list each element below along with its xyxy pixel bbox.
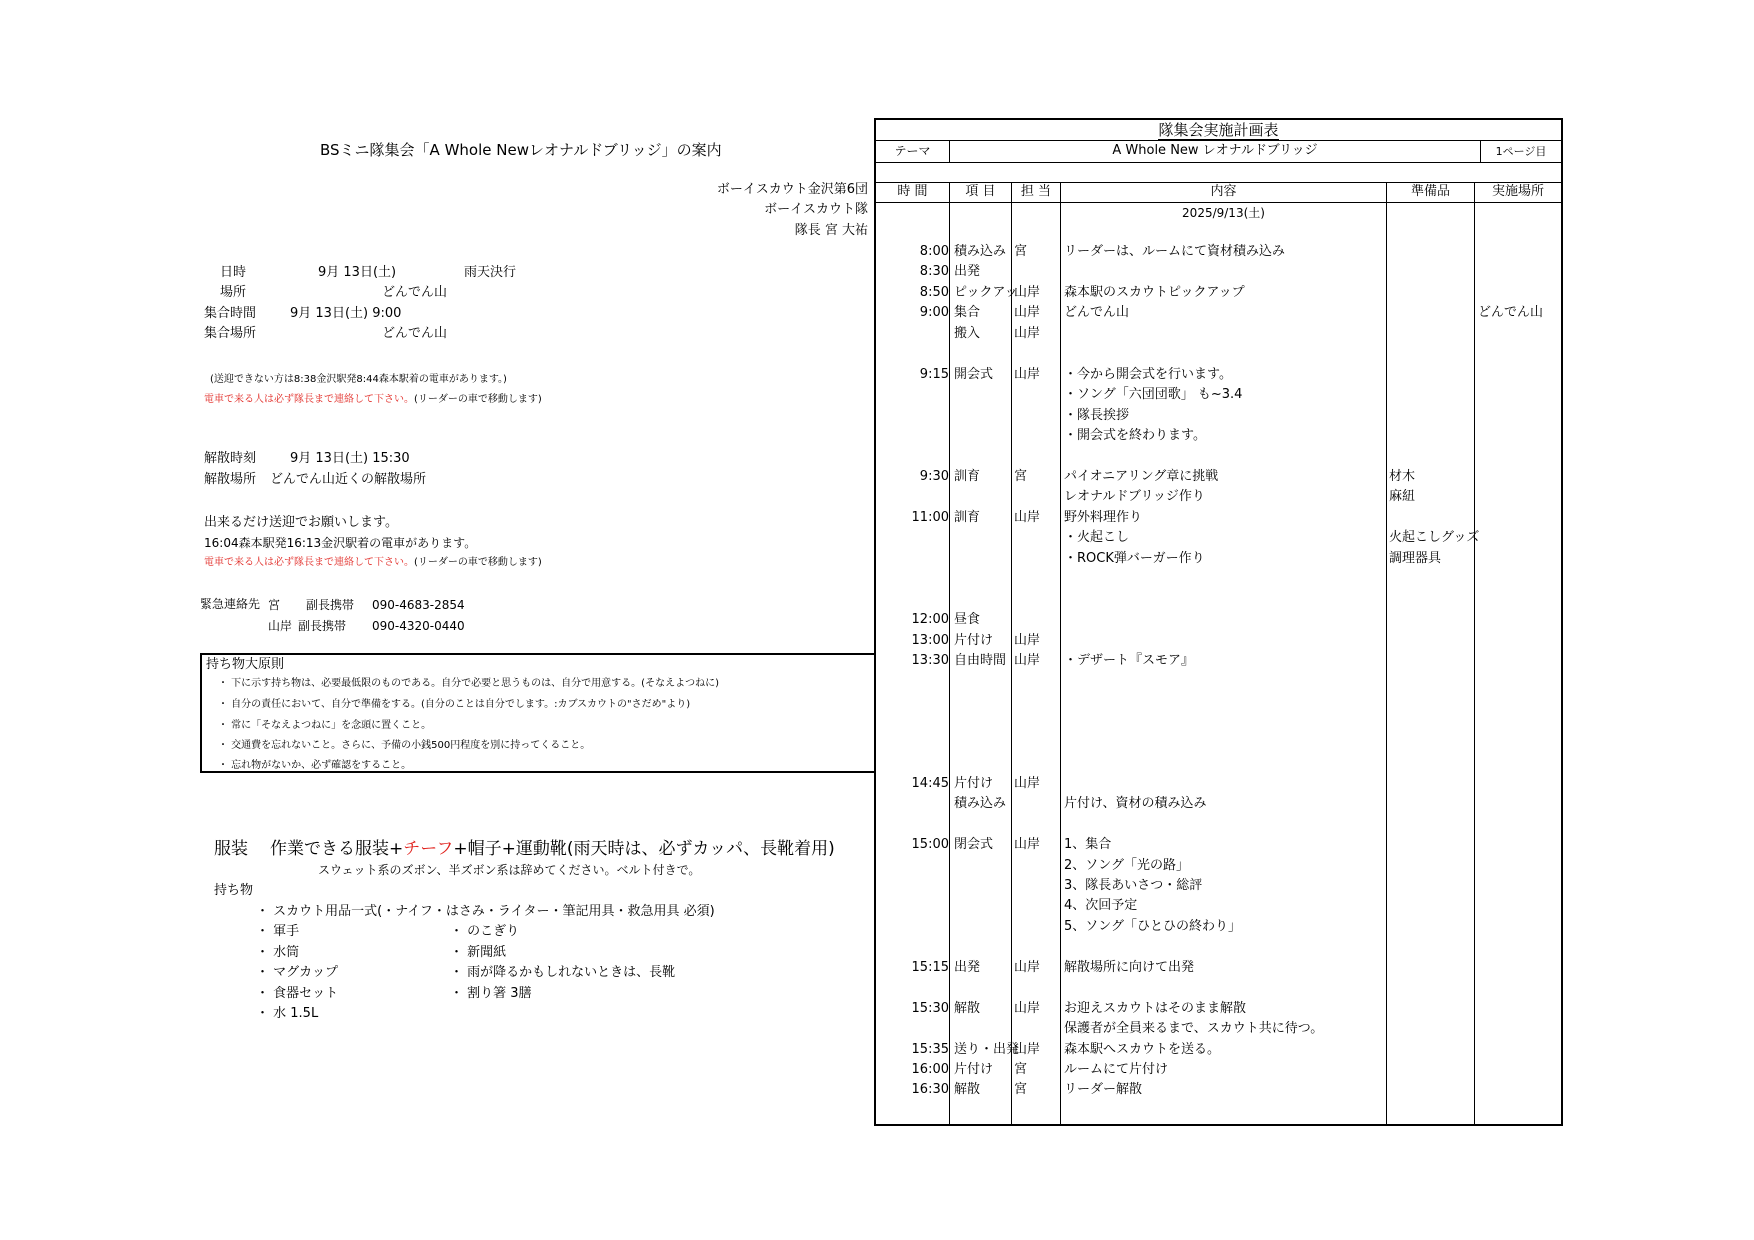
row-content: 2、ソング「光の路」 [1064, 857, 1190, 873]
plan-title-text: 隊集会実施計画表 [1158, 121, 1279, 139]
date-value: 9月 13日(土) [318, 265, 397, 280]
row-time: 15:00 [911, 837, 949, 853]
notice-title: BSミニ隊集会「A Whole Newレオナルドブリッジ」の案内 [320, 141, 722, 159]
meet-place-label: 集合場所 [204, 326, 257, 341]
supply-col-divider [1474, 182, 1475, 1124]
row-staff: 山岸 [1014, 366, 1041, 382]
row-content: ・今から開会式を行います。 [1064, 366, 1232, 382]
page-number: 1ページ目 [1495, 145, 1547, 158]
row-content: ルームにて片付け [1064, 1062, 1169, 1077]
row-time: 13:30 [911, 653, 949, 668]
row-content: お迎えスカウトはそのまま解散 [1064, 1000, 1247, 1016]
row-content: 森本駅のスカウトピックアップ [1064, 284, 1245, 300]
title-divider [876, 140, 1561, 141]
rule-item: ・ 下に示す持ち物は、必要最低限のものである。自分で必要と思うものは、自分で用意する。(そなえよつねに) [218, 678, 719, 689]
row-item: 片付け [954, 1062, 994, 1077]
item-left: ・ 食器セット [256, 986, 339, 1001]
row-content: パイオニアリング章に挑戦 [1064, 468, 1219, 484]
header-content: 内容 [1210, 184, 1237, 199]
emergency-role-1: 副長携帯 [306, 598, 355, 612]
emergency-phone-2: 090-4320-0440 [372, 619, 465, 633]
item-left: ・ 軍手 [256, 924, 300, 939]
row-supplies: 調理器具 [1389, 550, 1442, 566]
row-time: 9:30 [919, 468, 949, 484]
row-time: 9:15 [919, 366, 949, 382]
theme-divider [876, 162, 1561, 163]
row-item: 積み込み [954, 796, 1007, 812]
row-time: 9:00 [919, 305, 949, 321]
item-left: ・ 水筒 [256, 945, 300, 960]
row-content: 野外料理作り [1064, 509, 1143, 525]
place-label: 場所 [220, 285, 247, 300]
row-staff: 宮 [1014, 244, 1028, 259]
row-item: 訓育 [954, 468, 981, 484]
row-staff: 宮 [1014, 468, 1028, 484]
content-col-divider [1386, 182, 1387, 1124]
theme-value: A Whole New レオナルドブリッジ [1112, 143, 1318, 158]
row-item: 片付け [954, 775, 994, 791]
row-item: 開会式 [954, 366, 994, 382]
row-time: 15:30 [911, 1000, 949, 1016]
return-warning-suffix: (リーダーの車で移動します) [414, 557, 542, 568]
row-staff: 山岸 [1014, 632, 1041, 648]
header-supplies: 準備品 [1410, 184, 1450, 199]
row-staff: 山岸 [1014, 775, 1041, 791]
row-staff: 宮 [1014, 1062, 1028, 1077]
row-item: 積み込み [954, 244, 1007, 259]
row-time: 16:00 [911, 1062, 949, 1077]
row-staff: 山岸 [1014, 1000, 1041, 1016]
row-item: 搬入 [954, 325, 981, 341]
row-content: ・ソング「六団団歌」 も~3.4 [1064, 387, 1243, 403]
row-time: 12:00 [911, 612, 949, 628]
meet-time-value: 9月 13日(土) 9:00 [290, 306, 402, 321]
header-time: 時 間 [897, 184, 928, 199]
rule-item: ・ 忘れ物がないか、必ず確認をすること。 [218, 760, 412, 771]
item-right: ・ 新聞紙 [450, 945, 507, 960]
items-label: 持ち物 [214, 883, 254, 898]
meet-time-label: 集合時間 [204, 306, 257, 321]
row-content: ・隊長挨拶 [1064, 407, 1130, 423]
row-item: 送り・出発 [954, 1041, 1020, 1057]
row-content: ・ROCK弾バーガー作り [1064, 550, 1205, 566]
row-content: 片付け、資材の積み込み [1064, 796, 1207, 812]
row-place: どんでん山 [1478, 305, 1544, 321]
train-warning-text: 電車で来る人は必ず隊長まで連絡して下さい。 [204, 394, 414, 405]
date-label: 日時 [220, 265, 247, 280]
rules-box [200, 653, 874, 773]
dress-text-a: 作業できる服装+ [270, 839, 404, 859]
emergency-role-2: 副長携帯 [298, 619, 347, 633]
row-content: ・開会式を終わります。 [1064, 428, 1206, 444]
row-item: 昼食 [954, 612, 981, 628]
header-divider [876, 202, 1561, 203]
row-item: 出発 [954, 264, 981, 280]
emergency-name-2: 山岸 [268, 619, 293, 633]
row-staff: 山岸 [1014, 1041, 1041, 1057]
row-time: 16:30 [911, 1082, 949, 1098]
dress-label: 服装 [214, 839, 248, 859]
row-staff: 山岸 [1014, 284, 1041, 300]
meet-place-value: どんでん山 [382, 326, 448, 341]
item-left: ・ 水 1.5L [256, 1006, 319, 1021]
dress-code [214, 838, 835, 860]
row-supplies: 材木 [1389, 468, 1416, 484]
row-item: 解散 [954, 1000, 981, 1016]
rules-title: 持ち物大原則 [206, 657, 285, 672]
row-time: 15:15 [911, 959, 949, 975]
row-staff: 山岸 [1014, 305, 1041, 321]
row-staff: 宮 [1014, 1082, 1028, 1098]
row-staff: 山岸 [1014, 653, 1041, 668]
row-staff: 山岸 [1014, 837, 1041, 853]
row-content: 4、次回予定 [1064, 898, 1138, 914]
row-time: 14:45 [911, 775, 949, 791]
dress-text-b: +帽子+運動靴(雨天時は、必ずカッパ、長靴着用) [453, 839, 835, 859]
staff-col-divider [1060, 182, 1061, 1124]
row-time: 11:00 [911, 509, 949, 525]
item-left: ・ マグカップ [256, 965, 339, 980]
row-item: 出発 [954, 959, 981, 975]
emergency-name-1: 宮 [268, 598, 281, 612]
item-right: ・ 割り箸 3膳 [450, 986, 532, 1001]
row-content: 5、ソング「ひとひの終わり」 [1064, 918, 1242, 934]
emergency-phone-1: 090-4683-2854 [372, 598, 465, 612]
train-note: (送迎できない方は8:38金沢駅発8:44森本駅着の電車があります。) [210, 374, 507, 385]
row-content: ・デザート『スモア』 [1064, 653, 1195, 668]
rain-note: 雨天決行 [464, 265, 517, 280]
row-content: リーダーは、ルームにて資材積み込み [1064, 244, 1286, 259]
dismiss-time-value: 9月 13日(土) 15:30 [290, 451, 410, 466]
dismiss-time-label: 解散時刻 [204, 451, 257, 466]
row-content: 1、集合 [1064, 837, 1112, 853]
emergency-label: 緊急連絡先 [200, 597, 261, 611]
dismiss-place-label: 解散場所 [204, 472, 257, 487]
row-time: 8:00 [919, 244, 949, 259]
org-troop-name: ボーイスカウト隊 [764, 202, 868, 217]
row-item: 片付け [954, 632, 994, 648]
item-right: ・ のこぎり [450, 924, 520, 939]
row-staff: 山岸 [1014, 509, 1041, 525]
rule-item: ・ 自分の責任において、自分で準備をする。(自分のことは自分でします。:カブスカウトの"さだめ"より) [218, 699, 691, 710]
row-item: 集合 [954, 305, 981, 321]
item-right: ・ 雨が降るかもしれないときは、長靴 [450, 965, 676, 980]
theme-label: テーマ [894, 144, 931, 158]
row-time: 8:50 [919, 284, 949, 300]
row-time: 8:30 [919, 264, 949, 280]
item-col-divider [1011, 182, 1012, 1124]
train-warning-suffix: (リーダーの車で移動します) [414, 394, 542, 405]
dress-highlight: チーフ [403, 839, 454, 859]
place-value: どんでん山 [382, 285, 448, 300]
train-warning [204, 393, 542, 407]
row-content: ・火起こし [1064, 530, 1130, 546]
row-content: 保護者が全員来るまで、スカウト共に待つ。 [1064, 1021, 1324, 1037]
org-leader-name: 隊長 宮 大祐 [794, 223, 868, 238]
row-item: 閉会式 [954, 837, 994, 853]
pickup-request: 出来るだけ送迎でお願いします。 [204, 515, 398, 530]
row-staff: 山岸 [1014, 959, 1041, 975]
plan-date: 2025/9/13(土) [1182, 206, 1265, 220]
header-place: 実施場所 [1491, 184, 1544, 199]
header-staff: 担 当 [1020, 184, 1052, 199]
return-warning [204, 556, 542, 570]
row-item: ピックアッ [954, 284, 1018, 300]
return-warning-text: 電車で来る人は必ず隊長まで連絡して下さい。 [204, 557, 414, 568]
row-supplies: 麻紐 [1389, 489, 1416, 505]
org-group-name: ボーイスカウト金沢第6団 [716, 182, 868, 197]
row-time: 15:35 [911, 1041, 949, 1057]
header-item: 項 目 [965, 184, 996, 199]
row-content: レオナルドブリッジ作り [1064, 489, 1205, 505]
return-train: 16:04森本駅発16:13金沢駅着の電車があります。 [204, 536, 477, 550]
row-item: 解散 [954, 1082, 981, 1098]
row-content: 森本駅へスカウトを送る。 [1064, 1041, 1221, 1057]
dismiss-place-value: どんでん山近くの解散場所 [270, 472, 427, 487]
dress-note: スウェット系のズボン、半ズボン系は辞めてください。ベルト付きで。 [318, 863, 701, 877]
row-content: どんでん山 [1064, 305, 1130, 321]
plan-table [874, 118, 1563, 1126]
plan-title [876, 121, 1561, 139]
rule-item: ・ 常に「そなえよつねに」を念頭に置くこと。 [218, 720, 432, 731]
item-left: ・ スカウト用品一式(・ナイフ・はさみ・ライター・筆記用具・救急用具 必須) [256, 904, 715, 919]
row-item: 訓育 [954, 509, 981, 525]
row-content: リーダー解散 [1064, 1082, 1143, 1098]
rule-item: ・ 交通費を忘れないこと。さらに、予備の小銭500円程度を別に持ってくること。 [218, 740, 591, 751]
row-time: 13:00 [911, 632, 949, 648]
row-content: 解散場所に向けて出発 [1064, 959, 1195, 975]
row-staff: 山岸 [1014, 325, 1041, 341]
row-item: 自由時間 [954, 653, 1007, 668]
row-content: 3、隊長あいさつ・総評 [1064, 877, 1203, 893]
time-col-divider [949, 182, 950, 1124]
row-supplies: 火起こしグッズ [1389, 530, 1480, 546]
